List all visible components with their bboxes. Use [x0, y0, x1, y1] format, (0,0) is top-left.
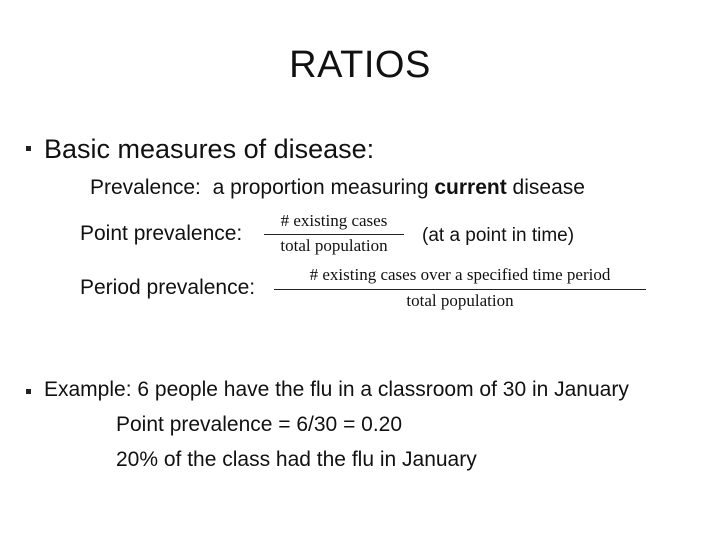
point-prevalence-fraction-bar	[264, 234, 404, 235]
period-prevalence-fraction-bar	[274, 289, 646, 290]
slide-title: RATIOS	[289, 44, 431, 86]
section-heading: Basic measures of disease:	[44, 134, 375, 164]
bullet-marker	[26, 389, 31, 394]
point-prevalence-numerator: # existing cases	[280, 211, 388, 230]
point-prevalence-label: Point prevalence:	[80, 222, 243, 245]
example-line-1: Point prevalence = 6/30 = 0.20	[116, 413, 403, 436]
period-prevalence-denominator: total population	[406, 291, 514, 310]
point-prevalence-note: (at a point in time)	[422, 225, 575, 246]
point-prevalence-denominator: total population	[280, 236, 388, 255]
period-prevalence-numerator: # existing cases over a specified time period	[309, 265, 611, 284]
prevalence-prefix: Prevalence: a proportion measuring	[90, 176, 435, 199]
example-heading: Example: 6 people have the flu in a classroom of 30 in January	[44, 378, 629, 401]
bullet-marker	[26, 146, 31, 151]
prevalence-suffix: disease	[506, 176, 585, 199]
prevalence-emphasis: current	[434, 176, 507, 199]
prevalence-definition	[90, 176, 585, 200]
example-line-2: 20% of the class had the flu in January	[116, 448, 477, 471]
period-prevalence-label: Period prevalence:	[80, 276, 256, 299]
